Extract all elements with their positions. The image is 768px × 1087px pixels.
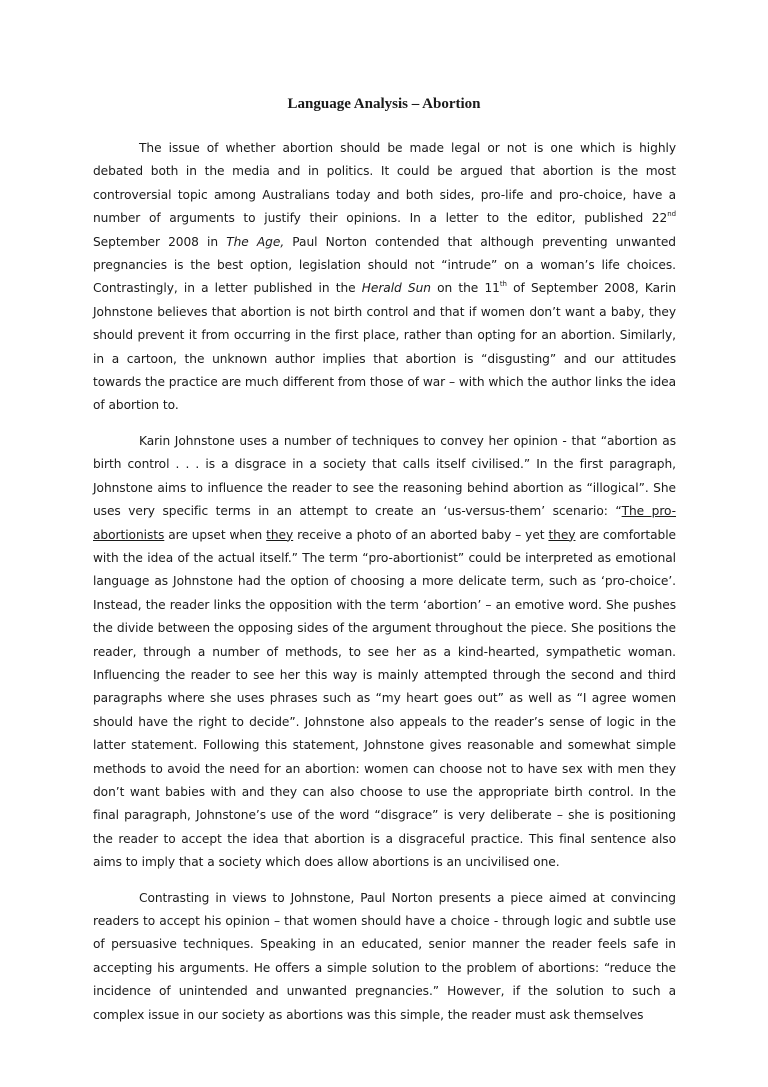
paragraph-norton-analysis bbox=[93, 887, 676, 1027]
paragraph-johnstone-analysis bbox=[93, 430, 676, 875]
text-segment: of September 2008, Karin Johnstone believes that abortion is not birth control and that if women don’t want a baby, they should prevent it from occurring in the first place, rather than opting for an abortion. Similarly, in a cartoon, the unknown author implies that abortion is “disgusting” and our attitudes towards the practice are much different from those of war – with which the author links the idea of abortion to. bbox=[93, 281, 677, 413]
text-segment: The pro-abortionists bbox=[93, 504, 676, 542]
text-segment: they bbox=[548, 527, 576, 542]
text-segment: th bbox=[499, 280, 507, 289]
text-segment: September 2008 in bbox=[93, 234, 227, 249]
paragraph-intro bbox=[93, 137, 676, 418]
document-body bbox=[93, 137, 676, 1039]
text-segment: Herald Sun bbox=[361, 281, 431, 296]
text-segment: receive a photo of an aborted baby – yet bbox=[293, 527, 549, 542]
text-segment: The issue of whether abortion should be made legal or not is one which is highly debated both in the media and in politics. It could be argued that abortion is the most controversial topic among Australians today and both sides, pro-life and pro-choice, have a number of arguments to justify their opinions. In a letter to the editor, published 22 bbox=[93, 141, 676, 226]
text-segment: Karin Johnstone uses a number of techniques to convey her opinion - that “abortion as birth control . . . is a disgrace in a society that calls itself civilised.” In the first paragraph, Johnstone aims to influence the reader to see the reasoning behind abortion as “illogical”. She uses very specific terms in an attempt to create an ‘us-versus-them’ scenario: “ bbox=[93, 433, 676, 519]
text-segment: Paul Norton contended that although preventing unwanted pregnancies is the best option, legislation should not “intrude” on a woman’s life choices. Contrastingly, in a letter published in the bbox=[93, 234, 676, 296]
text-segment: Contrasting in views to Johnstone, Paul Norton presents a piece aimed at convincing readers to accept his opinion – that women should have a choice - through logic and subtle use of persuasive techniques. Speaking in an educated, senior manner the reader feels safe in accepting his arguments. He offers a simple solution to the problem of abortions: “reduce the incidence of unintended and unwanted pregnancies.” However, if the solution to such a complex issue in our society as abortions was this simple, the reader must ask themselves bbox=[93, 890, 676, 1022]
text-segment: on the 11 bbox=[430, 281, 500, 296]
text-segment: are upset when bbox=[164, 527, 267, 542]
text-segment: nd bbox=[667, 210, 676, 219]
text-segment: The Age, bbox=[226, 234, 285, 249]
text-segment: they bbox=[266, 527, 294, 542]
document-title: Language Analysis – Abortion bbox=[287, 96, 481, 112]
text-segment: are comfortable with the idea of the actual itself.” The term “pro-abortionist” could be interpreted as emotional language as Johnstone had the option of choosing a more delicate term, such as ‘pro-choice’. Instead, the reader links the opposition with the term ‘abortion’ – an emotive word. She pushes the divide between the opposing sides of the argument throughout the piece. She positions the reader, through a number of methods, to see her as a kind-hearted, sympathetic woman. Influencing the reader to see her this way is mainly attempted through the second and third paragraphs where she uses phrases such as “my heart goes out” as well as “I agree women should have the right to decide”. Johnstone also appeals to the reader’s sense of logic in the latter statement. Following this statement, Johnstone gives reasonable and somewhat simple methods to avoid the need for an abortion: women can choose not to have sex with men they don’t want babies with and they can also choose to use the appropriate birth control. In the final paragraph, Johnstone’s use of the word “disgrace” is very deliberate – she is positioning the reader to accept the idea that abortion is a disgraceful practice. This final sentence also aims to imply that a society which does allow abortions is an uncivilised one. bbox=[93, 527, 676, 870]
